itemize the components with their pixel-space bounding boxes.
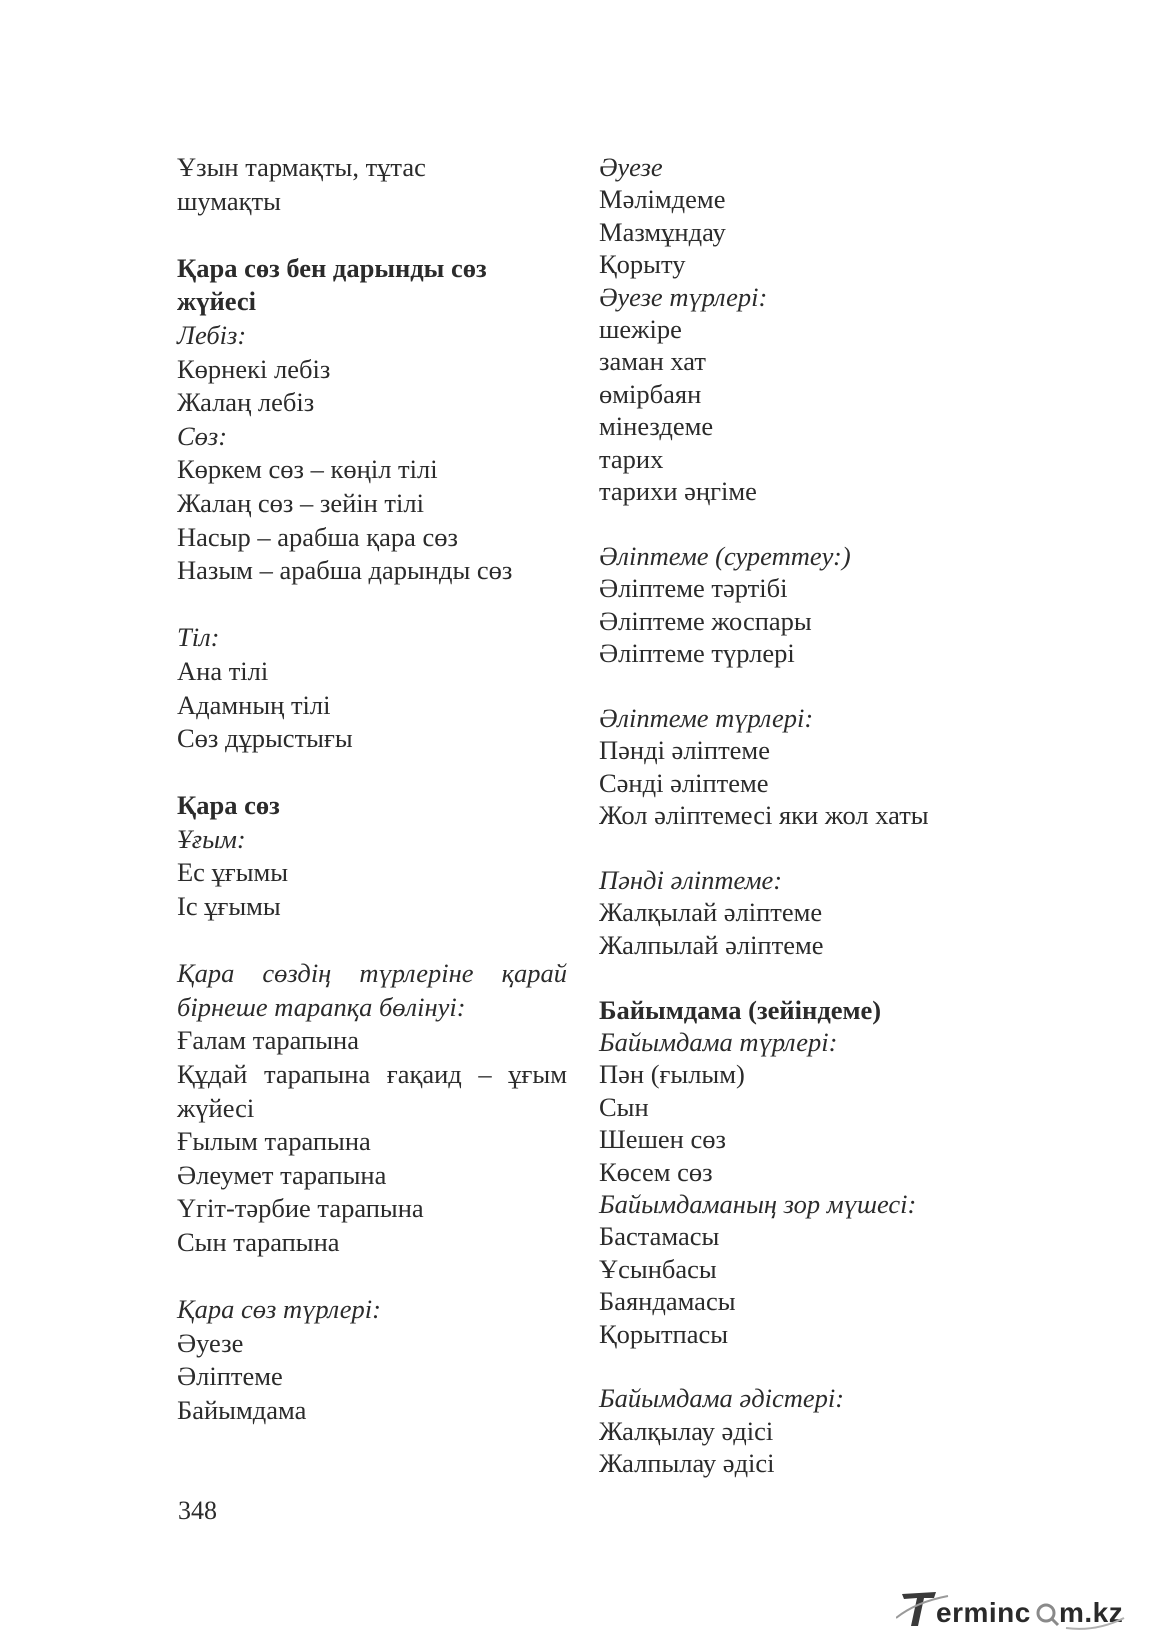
blank-line: [177, 588, 567, 622]
text-line: Әуезе: [177, 1327, 244, 1358]
svg-text:m.kz: m.kz: [1059, 1597, 1124, 1628]
text-line: Көсем сөз: [599, 1156, 713, 1187]
text-line: жүйесі: [177, 1092, 255, 1123]
page-number: 348: [178, 1496, 217, 1525]
text-line: Әліптеме тәртібі: [599, 573, 788, 604]
subsection-label: Әліптеме (суреттеу:): [599, 540, 851, 571]
subsection-label: Қара сөздің түрлеріне қарай: [177, 958, 567, 989]
blank-line: [177, 924, 567, 958]
subsection-label: Пәнді әліптеме:: [599, 864, 783, 895]
text-line: Насыр – арабша қара сөз: [177, 521, 459, 552]
text-line: Ғылым тарапына: [177, 1126, 371, 1157]
text-line: Жол әліптемесі яки жол хаты: [599, 800, 929, 831]
subsection-label: Әліптеме түрлері:: [599, 702, 814, 733]
blank-line: [599, 1350, 1019, 1382]
text-line: Әліптеме: [177, 1361, 283, 1392]
section-heading: Қара сөз: [177, 790, 280, 821]
text-line: Ұзын тармақты, тұтас: [177, 152, 426, 182]
text-line: шежіре: [599, 314, 682, 345]
text-line: Құдай тарапына ғақаид – ұғым: [177, 1059, 567, 1090]
text-line: Үгіт-тәрбие тарапына: [177, 1193, 424, 1224]
text-line: Әліптеме түрлері: [599, 638, 795, 669]
text-line: Жалқылай әліптеме: [599, 897, 823, 928]
text-line: Ұсынбасы: [599, 1253, 717, 1284]
subsection-label: Байымдама әдістері:: [599, 1383, 845, 1414]
text-line: шумақты: [177, 185, 281, 216]
text-line: Назым – арабша дарынды сөз: [177, 555, 513, 586]
text-line: Жалаң сөз – зейін тілі: [177, 487, 424, 518]
subsection-label: Әуезе түрлері:: [599, 281, 768, 312]
section-heading: жүйесі: [177, 286, 256, 317]
text-line: Қорыту: [599, 249, 686, 280]
subsection-label: Тіл:: [177, 622, 220, 653]
subsection-label: Лебіз:: [177, 319, 247, 350]
text-line: Жалпылай әліптеме: [599, 929, 824, 960]
text-line: Жалпылау әдісі: [599, 1448, 775, 1479]
text-line: Жалқылау әдісі: [599, 1415, 774, 1446]
blank-line: [599, 832, 1019, 864]
section-heading: Байымдама (зейіндеме): [599, 994, 882, 1025]
text-line: Сәнді әліптеме: [599, 767, 769, 798]
text-line: Мазмұндау: [599, 216, 726, 247]
text-line: Сөз дұрыстығы: [177, 723, 353, 754]
blank-line: [177, 218, 567, 252]
text-line: тарихи әңгіме: [599, 476, 757, 507]
watermark-logo: [896, 1588, 1126, 1640]
text-line: Шешен сөз: [599, 1124, 726, 1155]
text-line: тарих: [599, 443, 664, 474]
text-line: Пәнді әліптеме: [599, 735, 770, 766]
text-line: Бастамасы: [599, 1221, 720, 1252]
right-column: [599, 151, 1019, 1480]
text-line: Іс ұғымы: [177, 891, 281, 922]
svg-text:erminc: erminc: [936, 1597, 1031, 1628]
text-line: Сын: [599, 1091, 649, 1122]
text-line: заман хат: [599, 346, 706, 377]
subsection-label: Байымдама түрлері:: [599, 1026, 838, 1057]
text-line: Сын тарапына: [177, 1227, 340, 1257]
text-line: Байымдама: [177, 1394, 307, 1425]
text-line: Ғалам тарапына: [177, 1025, 359, 1056]
subsection-label: Байымдаманың зор мүшесі:: [599, 1188, 917, 1219]
subsection-label: Ұғым:: [177, 823, 246, 854]
subsection-label: Әуезе: [599, 152, 663, 182]
text-line: мінездеме: [599, 411, 714, 442]
text-line: Әліптеме жоспары: [599, 605, 812, 636]
text-line: Ес ұғымы: [177, 857, 289, 888]
blank-line: [599, 961, 1019, 993]
blank-line: [177, 1260, 567, 1294]
left-column: [177, 151, 567, 1428]
text-line: Қорытпасы: [599, 1318, 729, 1349]
text-line: Баяндамасы: [599, 1286, 736, 1317]
section-heading: Қара сөз бен дарынды сөз: [177, 252, 487, 283]
subsection-label: Сөз:: [177, 420, 228, 451]
blank-line: [177, 756, 567, 790]
text-line: Мәлімдеме: [599, 184, 726, 215]
text-line: Әлеумет тарапына: [177, 1159, 387, 1190]
text-line: Адамның тілі: [177, 689, 331, 720]
text-line: Көрнекі лебіз: [177, 353, 331, 384]
blank-line: [599, 507, 1019, 539]
text-line: Ана тілі: [177, 655, 269, 686]
subsection-label: бірнеше тарапқа бөлінуі:: [177, 991, 466, 1022]
text-line: Жалаң лебіз: [177, 387, 315, 418]
blank-line: [599, 669, 1019, 701]
text-line: Көркем сөз – көңіл тілі: [177, 454, 438, 485]
text-line: Пән (ғылым): [599, 1059, 745, 1090]
subsection-label: Қара сөз түрлері:: [177, 1294, 381, 1325]
text-line: өмірбаян: [599, 378, 702, 409]
